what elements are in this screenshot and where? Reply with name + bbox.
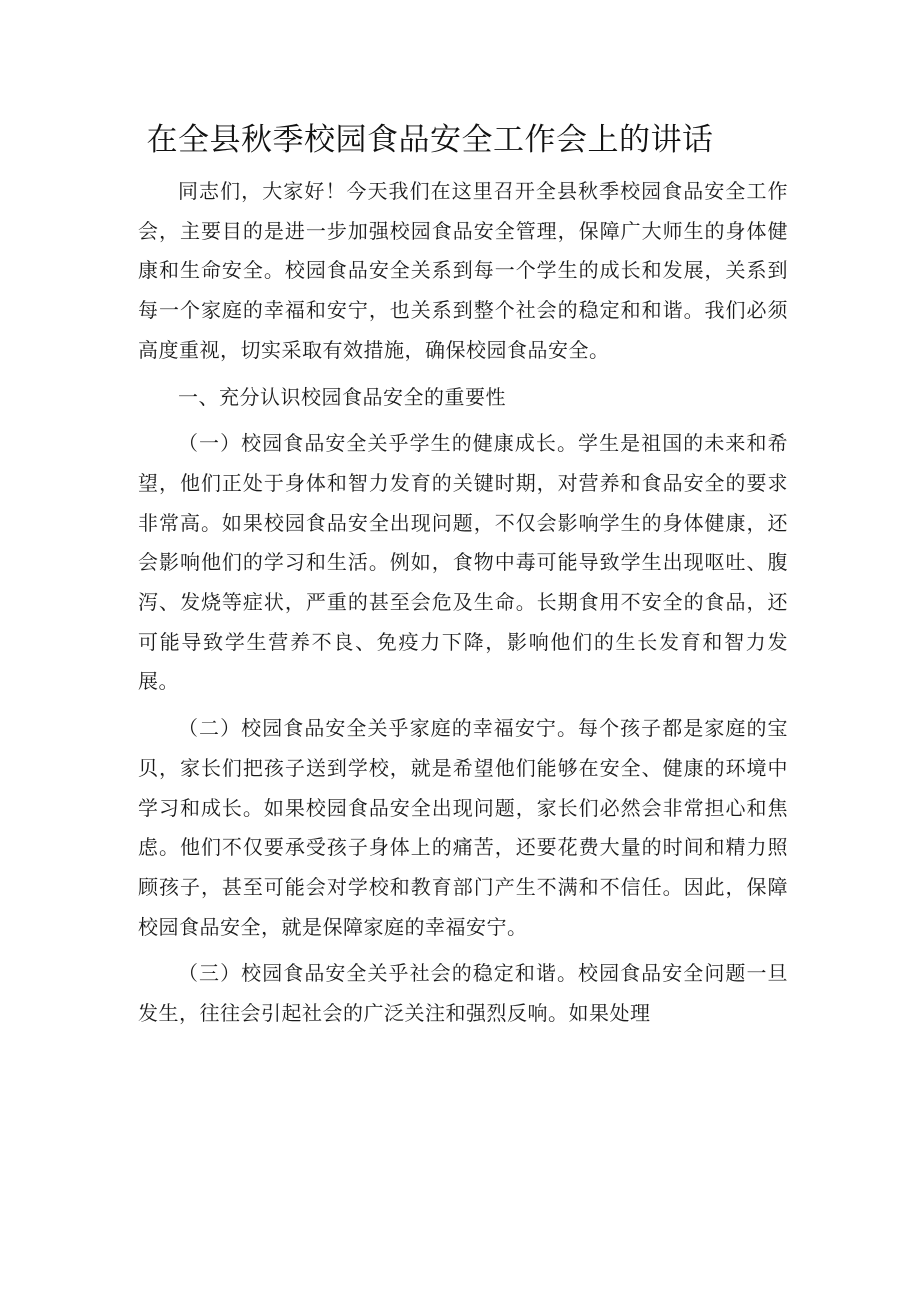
document-title: 在全县秋季校园食品安全工作会上的讲话 [146,122,714,158]
paragraph-point-1: （一）校园食品安全关乎学生的健康成长。学生是祖国的未来和希望，他们正处于身体和智力发育的关键时期，对营养和食品安全的要求非常高。如果校园食品安全出现问题，不仅会影响学生的身体健康，还会影响他们的学习和生活。例如，食物中毒可能导致学生出现呕吐、腹泻、发烧等症状，严重的甚至会危及生命。长期食用不安全的食品，还可能导致学生营养不良、免疫力下降，影响他们的生长发育和智力发展。 [138,431,788,694]
document-body [138,172,788,1034]
paragraph-point-2: （二）校园食品安全关乎家庭的幸福安宁。每个孩子都是家庭的宝贝，家长们把孩子送到学校，就是希望他们能够在安全、健康的环境中学习和成长。如果校园食品安全出现问题，家长们必然会非常担心和焦虑。他们不仅要承受孩子身体上的痛苦，还要花费大量的时间和精力照顾孩子，甚至可能会对学校和教育部门产生不满和不信任。因此，保障校园食品安全，就是保障家庭的幸福安宁。 [138,716,788,939]
section-heading-1: 一、充分认识校园食品安全的重要性 [178,384,506,409]
paragraph-point-3: （三）校园食品安全关乎社会的稳定和谐。校园食品安全问题一旦发生，往往会引起社会的广泛关注和强烈反响。如果处理 [138,961,788,1026]
paragraph-opening: 同志们，大家好！今天我们在这里召开全县秋季校园食品安全工作会，主要目的是进一步加强校园食品安全管理，保障广大师生的身体健康和生命安全。校园食品安全关系到每一个学生的成长和发展，关系到每一个家庭的幸福和安宁，也关系到整个社会的稳定和和谐。我们必须高度重视，切实采取有效措施，确保校园食品安全。 [138,179,788,362]
